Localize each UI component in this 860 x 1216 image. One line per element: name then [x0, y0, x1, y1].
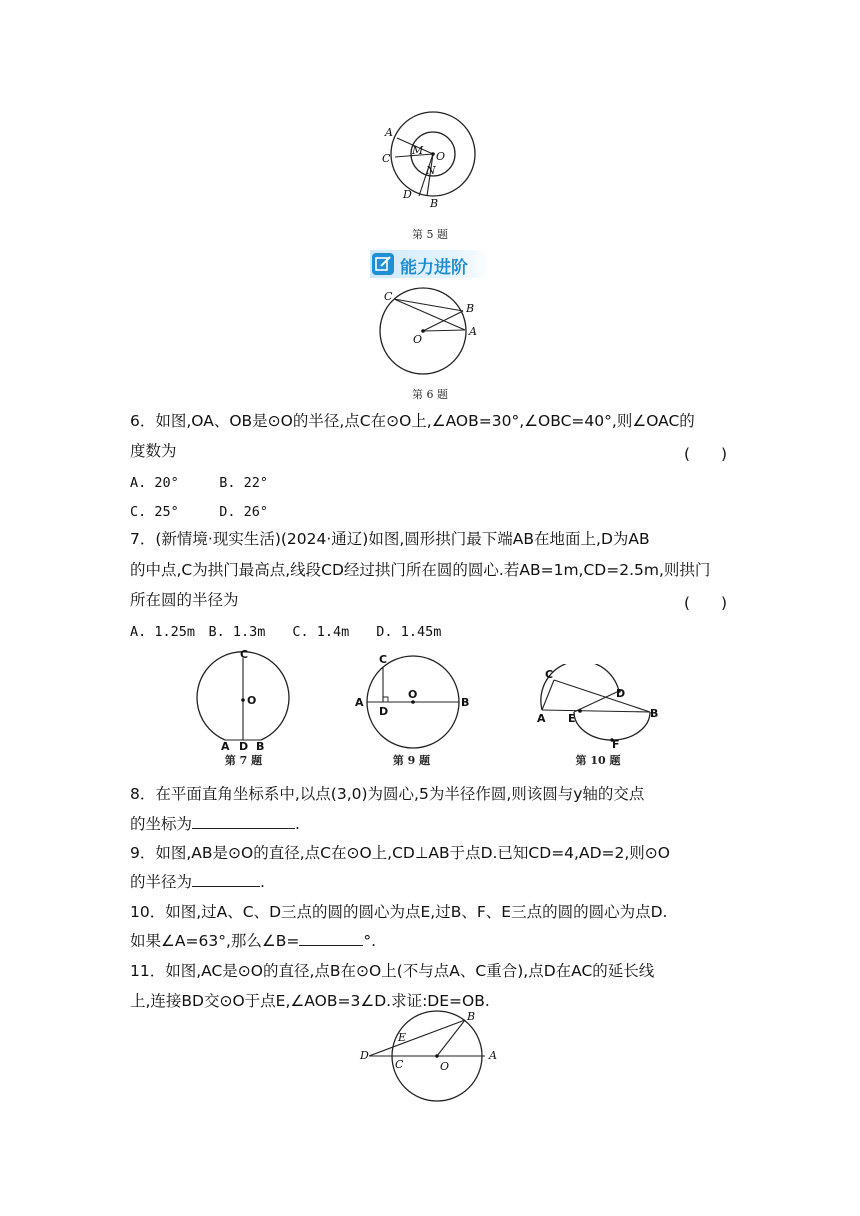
- question-10-line2: [130, 926, 730, 956]
- label-O: O: [247, 694, 257, 707]
- label-E: E: [398, 1031, 407, 1044]
- label-C: C: [382, 152, 391, 165]
- question-9-line2: [130, 867, 730, 897]
- label-E: E: [568, 712, 576, 725]
- label-A: A: [221, 740, 230, 753]
- question-6-options-row1: A. 20° B. 22°: [130, 475, 269, 491]
- question-10-line1: 10．如图,过A、C、D三点的圆的圆心为点E,过B、F、E三点的圆的圆心为点D.: [130, 903, 668, 921]
- question-7-answer-paren: ( ): [684, 594, 728, 612]
- label-C: C: [379, 653, 388, 666]
- label-B: B: [650, 707, 659, 720]
- label-A: A: [537, 712, 546, 725]
- label-M: M: [412, 144, 424, 157]
- question-7-line1: 7．(新情境·现实生活)(2024·通辽)如图,圆形拱门最下端AB在地面上,D为AB: [130, 530, 650, 548]
- question-7-line3: 所在圆的半径为: [130, 591, 239, 609]
- question-10-end: °.: [363, 932, 377, 950]
- label-C: C: [395, 1058, 404, 1071]
- label-D: D: [403, 188, 412, 201]
- figure-7-caption: 第 7 题: [224, 754, 263, 767]
- question-8-answer-blank[interactable]: [192, 812, 295, 829]
- pencil-icon: [372, 253, 394, 275]
- label-B: B: [466, 302, 475, 315]
- label-O: O: [413, 333, 423, 346]
- question-11-line2: 上,连接BD交⊙O于点E,∠AOB=3∠D.求证:DE=OB.: [130, 992, 490, 1010]
- question-10-text: 如果∠A=63°,那么∠B=: [130, 932, 300, 950]
- question-7-line2: 的中点,C为拱门最高点,线段CD经过拱门所在圆的圆心.若AB=1m,CD=2.5m,则拱门: [130, 561, 711, 579]
- label-D: D: [360, 1049, 369, 1062]
- question-8-line1: 8．在平面直角坐标系中,以点(3,0)为圆心,5为半径作圆,则该圆与y轴的交点: [130, 785, 645, 803]
- question-7-options: A. 1.25m B. 1.3m C. 1.4m D. 1.45m: [130, 624, 442, 640]
- figure-5: [375, 110, 485, 215]
- label-D: D: [379, 705, 389, 718]
- section-title: 能力进阶: [400, 258, 468, 278]
- label-O: O: [436, 150, 446, 163]
- figure-11: [355, 1006, 510, 1106]
- label-F: F: [612, 738, 620, 751]
- figure-9: [350, 652, 475, 752]
- figure-6: [372, 285, 487, 380]
- question-10-answer-blank[interactable]: [299, 929, 363, 946]
- label-A: A: [469, 325, 477, 338]
- question-8-end: .: [295, 815, 300, 833]
- question-9-end: .: [260, 873, 265, 891]
- question-9-text: 的半径为: [130, 873, 193, 891]
- question-8-text: 的坐标为: [130, 815, 193, 833]
- question-9-answer-blank[interactable]: [192, 870, 260, 887]
- label-A: A: [355, 696, 364, 709]
- arc-BFE: [574, 712, 650, 740]
- question-6-line2: 度数为: [130, 442, 177, 460]
- label-O: O: [440, 1060, 450, 1073]
- label-C: C: [545, 668, 554, 681]
- question-9-line1: 9．如图,AB是⊙O的直径,点C在⊙O上,CD⊥AB于点D.已知CD=4,AD=2,则⊙O: [130, 844, 670, 862]
- question-11-line1: 11．如图,AC是⊙O的直径,点B在⊙O上(不与点A、C重合),点D在AC的延长线: [130, 962, 655, 980]
- label-C: C: [384, 290, 393, 303]
- figure-6-caption: 第 6 题: [412, 388, 448, 401]
- label-C: C: [240, 648, 249, 661]
- figure-5-caption: 第 5 题: [412, 228, 448, 241]
- label-B: B: [430, 197, 439, 210]
- question-6-answer-paren: ( ): [684, 445, 728, 463]
- question-6-options-row2: C. 25° D. 26°: [130, 504, 269, 520]
- label-B: B: [467, 1010, 476, 1023]
- label-A: A: [385, 126, 393, 139]
- label-B: B: [256, 740, 265, 753]
- figure-7: [195, 648, 300, 753]
- label-N: N: [426, 164, 436, 177]
- question-6-line1: 6．如图,OA、OB是⊙O的半径,点C在⊙O上,∠AOB=30°,∠OBC=40°,则∠OAC的: [130, 412, 695, 430]
- label-D: D: [616, 687, 626, 700]
- figure-9-caption: 第 9 题: [392, 754, 431, 767]
- question-8-line2: [130, 809, 730, 839]
- label-B: B: [461, 696, 470, 709]
- section-banner: [370, 250, 492, 278]
- label-A: A: [489, 1049, 497, 1062]
- figure-10: [530, 664, 665, 754]
- figure-10-caption: 第 10 题: [575, 754, 621, 767]
- label-O: O: [408, 688, 418, 701]
- label-D: D: [239, 740, 249, 753]
